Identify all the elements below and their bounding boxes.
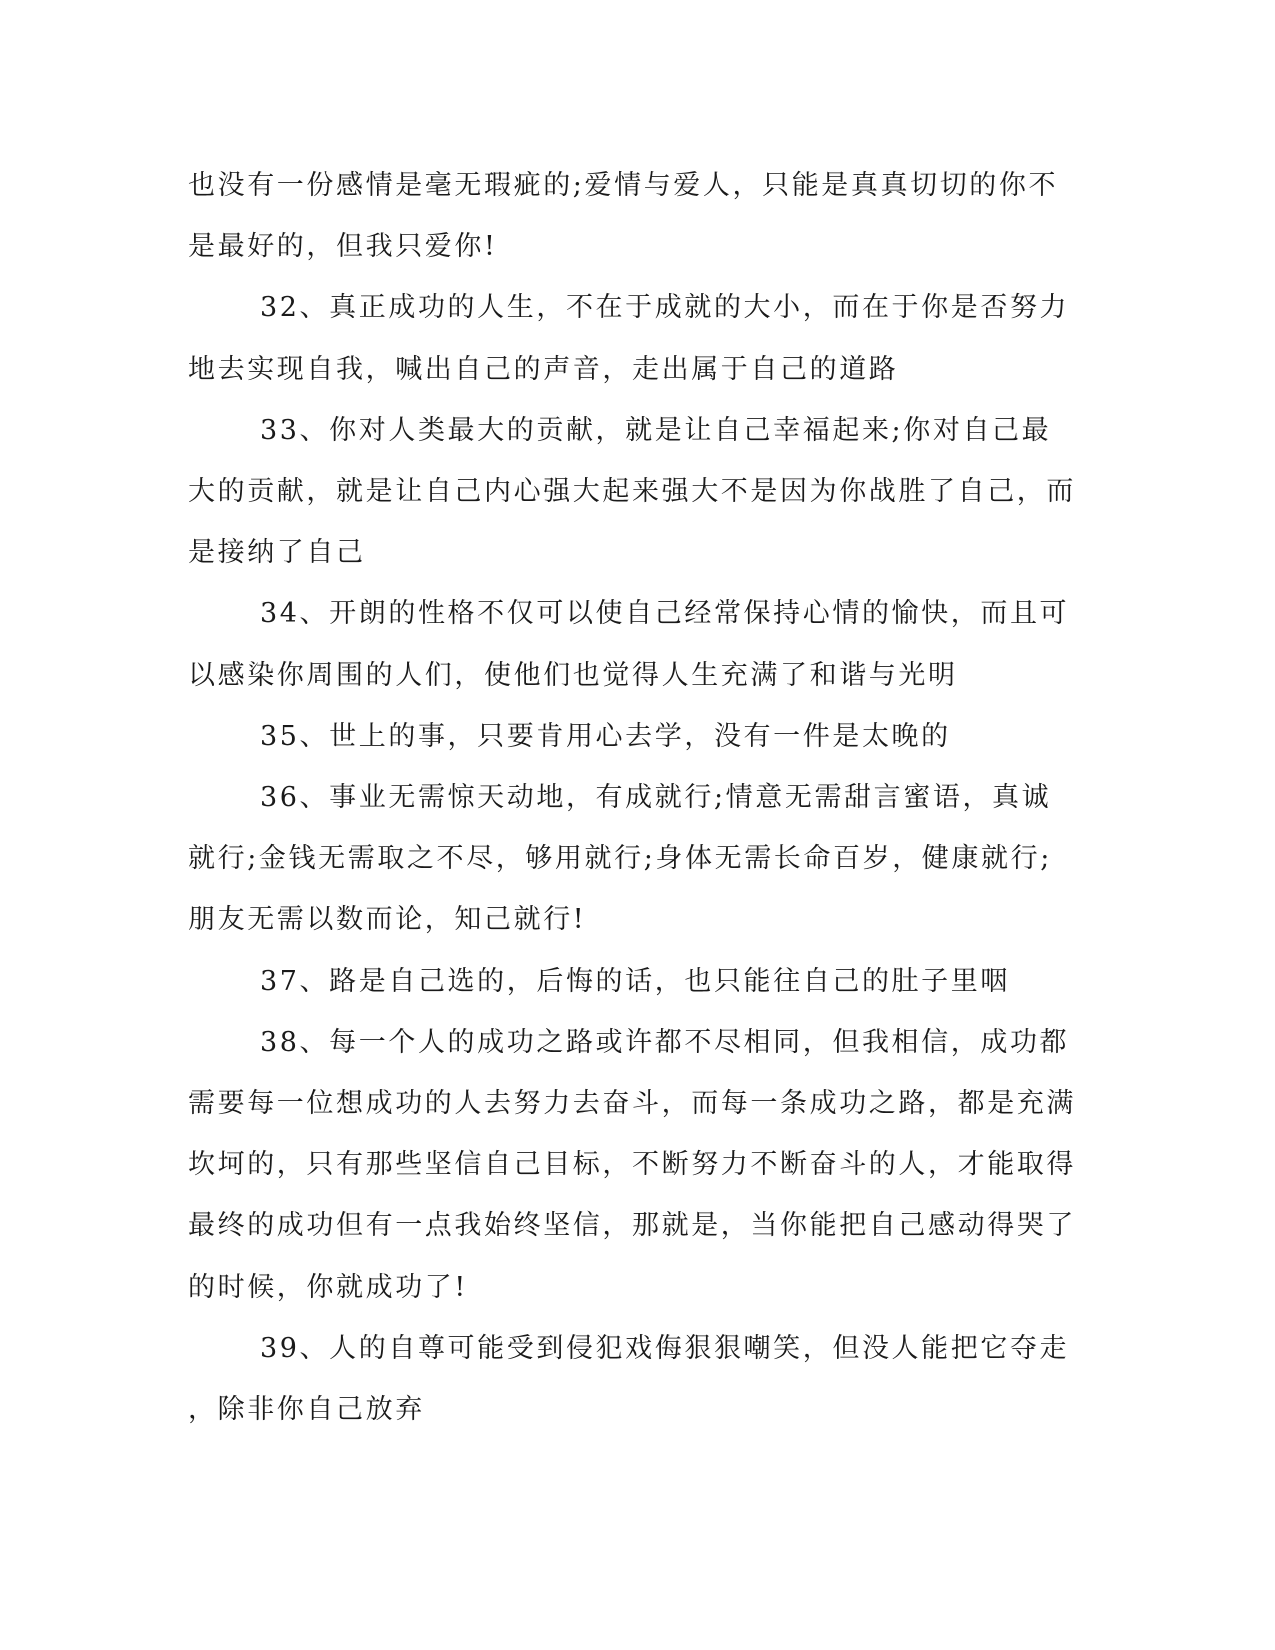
paragraph-32: 32、真正成功的人生，不在于成就的大小，而在于你是否努力地去实现自我，喊出自己的声音，走出属于自己的道路 xyxy=(188,292,1070,385)
paragraph-continuation: 也没有一份感情是毫无瑕疵的;爱情与爱人，只能是真真切切的你不是最好的，但我只爱你! xyxy=(188,170,1059,263)
paragraph-36: 36、事业无需惊天动地，有成就行;情意无需甜言蜜语，真诚就行;金钱无需取之不尽，够用就行;身体无需长命百岁，健康就行;朋友无需以数而论，知己就行! xyxy=(188,782,1052,936)
paragraph-37: 37、路是自己选的，后悔的话，也只能往自己的肚子里咽 xyxy=(260,965,1010,997)
paragraph-33: 33、你对人类最大的贡献，就是让自己幸福起来;你对自己最大的贡献，就是让自己内心强大起来强大不是因为你战胜了自己，而是接纳了自己 xyxy=(188,414,1076,569)
document-body xyxy=(188,155,1080,1440)
paragraph-35: 35、世上的事，只要肯用心去学，没有一件是太晚的 xyxy=(260,720,951,752)
paragraph-38: 38、每一个人的成功之路或许都不尽相同，但我相信，成功都需要每一位想成功的人去努力去奋斗，而每一条成功之路，都是充满坎坷的，只有那些坚信自己目标，不断努力不断奋斗的人，才能取得最终的成功但有一点我始终坚信，那就是，当你能把自己感动得哭了的时候，你就成功了! xyxy=(188,1026,1076,1303)
paragraph-39: 39、人的自尊可能受到侵犯戏侮狠狠嘲笑，但没人能把它夺走，除非你自己放弃 xyxy=(188,1332,1070,1426)
paragraph-34: 34、开朗的性格不仅可以使自己经常保持心情的愉快，而且可以感染你周围的人们，使他们也觉得人生充满了和谐与光明 xyxy=(188,598,1070,691)
